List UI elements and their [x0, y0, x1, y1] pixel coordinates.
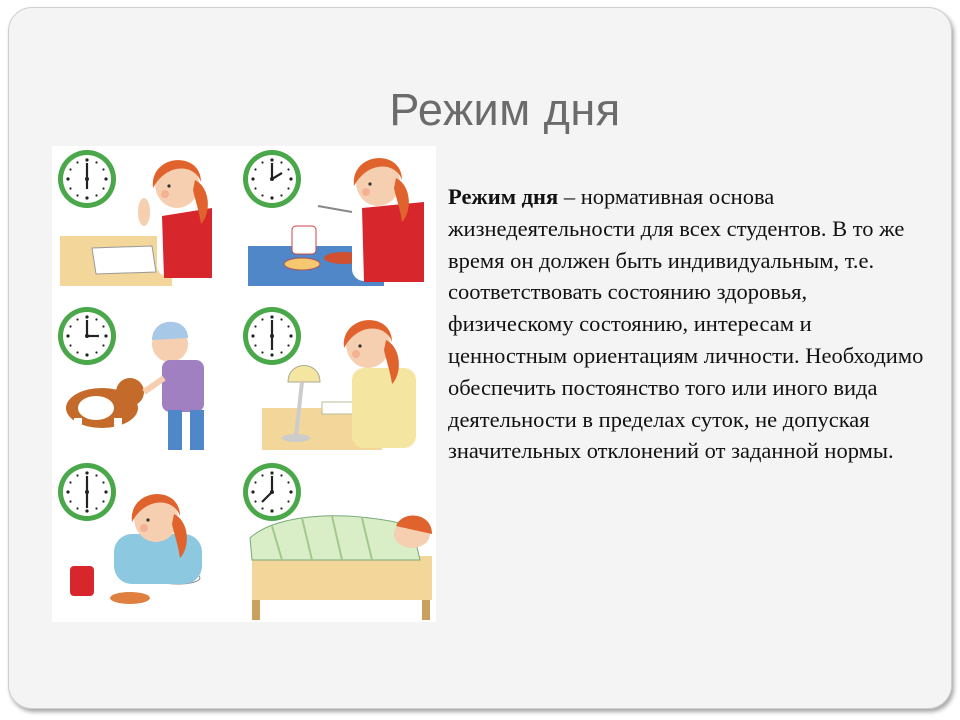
panel-breakfast — [243, 150, 424, 286]
dinner-clock-icon — [58, 463, 116, 521]
panel-sleep — [243, 463, 432, 620]
daily-routine-illustration — [52, 146, 436, 622]
panel-walk — [58, 307, 204, 450]
body-definition: – нормативная основа жизнедеятельности для всех студентов. В то же время он должен быть индивидуальным, т.е. соответствовать состоянию здоровья, физическому состоянию, интересам и ценностным ориентациям личности. Необходимо обеспечить постоянство того или иного вида деятельности в пределах суток, не допуская значительных отклонений от заданной нормы. — [448, 184, 924, 464]
sleep-clock-icon — [243, 463, 301, 521]
walk-clock-icon — [58, 307, 116, 365]
reading-clock-icon — [243, 307, 301, 365]
wake-up-clock-icon — [58, 150, 116, 208]
slide-title: Режим дня — [389, 84, 621, 135]
panel-wake-up — [58, 150, 212, 286]
panel-reading — [243, 307, 416, 450]
body-term: Режим дня — [448, 184, 559, 209]
body-paragraph — [448, 181, 926, 467]
panel-dinner — [58, 463, 220, 616]
breakfast-clock-icon — [243, 150, 301, 208]
